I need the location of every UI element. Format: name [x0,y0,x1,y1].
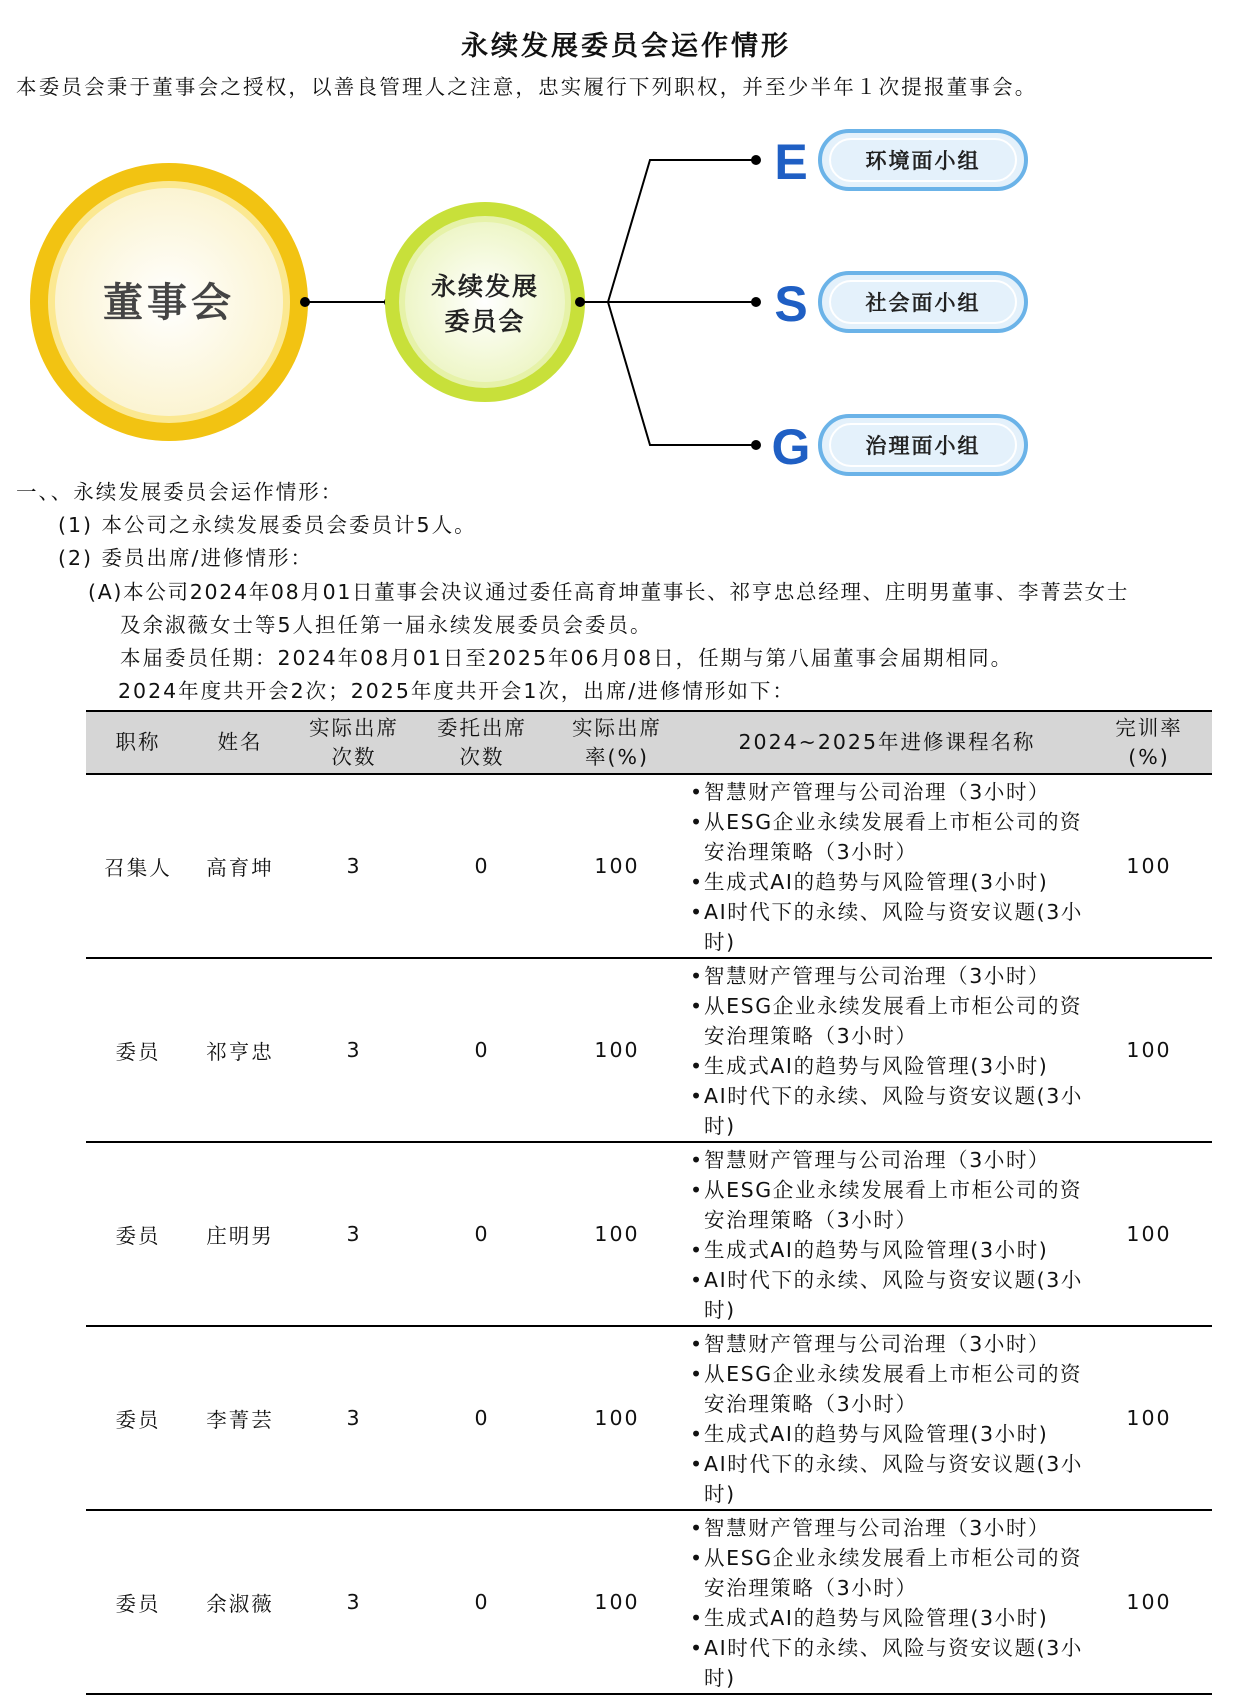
course-item: • 从ESG企业永续发展看上市柜公司的资安治理策略（3小时） [688,1175,1086,1235]
cell-actual: 3 [290,774,418,958]
course-item: • 生成式AI的趋势与风险管理(3小时) [688,1603,1086,1633]
group-label-environment: 环境面小组 [865,148,981,173]
committee-label-line1: 永续发展 [430,272,540,301]
branch-line-e [608,160,756,302]
course-item: • 从ESG企业永续发展看上市柜公司的资安治理策略（3小时） [688,1359,1086,1419]
course-item: • AI时代下的永续、风险与资安议题(3小时) [688,897,1086,957]
cell-actual: 3 [290,1142,418,1326]
cell-proxy: 0 [418,774,546,958]
page-title: 永续发展委员会运作情形 [461,31,791,62]
cell-actual: 3 [290,958,418,1142]
cell-rate: 100 [546,1326,688,1510]
cell-rate: 100 [546,1510,688,1694]
course-item: • 智慧财产管理与公司治理（3小时） [688,1145,1086,1175]
table-row [86,1142,1212,1326]
connector-dot [300,297,310,307]
section-item-1: (1) 本公司之永续发展委员会委员计5人。 [58,513,477,537]
cell-actual: 3 [290,1326,418,1510]
col-header-rate: 实际出席 率(%) [546,711,688,774]
cell-title: 委员 [86,958,190,1142]
table-header-row [86,711,1212,774]
group-label-social: 社会面小组 [865,290,981,315]
cell-completion: 100 [1086,774,1212,958]
cell-courses [688,774,1086,958]
table-row [86,774,1212,958]
course-item: • AI时代下的永续、风险与资安议题(3小时) [688,1449,1086,1509]
table-row [86,1510,1212,1694]
group-environment [774,131,1026,190]
course-item: • 智慧财产管理与公司治理（3小时） [688,1513,1086,1543]
connector-dot [751,297,761,307]
course-item: • AI时代下的永续、风险与资安议题(3小时) [688,1081,1086,1141]
col-header-courses: 2024~2025年进修课程名称 [688,711,1086,774]
cell-proxy: 0 [418,958,546,1142]
letter-s: S [774,276,808,332]
committee-node [385,202,585,402]
cell-name: 祁亨忠 [190,958,290,1142]
cell-courses [688,1142,1086,1326]
cell-title: 召集人 [86,774,190,958]
letter-g: G [771,419,811,475]
cell-proxy: 0 [418,1510,546,1694]
cell-rate: 100 [546,1142,688,1326]
cell-title: 委员 [86,1326,190,1510]
cell-completion: 100 [1086,1326,1212,1510]
connector-dot [751,440,761,450]
course-item: • 智慧财产管理与公司治理（3小时） [688,1329,1086,1359]
section-item-2: (2) 委员出席/进修情形： [58,546,313,570]
attendance-table [86,710,1212,1695]
cell-name: 李菁芸 [190,1326,290,1510]
section-heading: 一、、永续发展委员会运作情形： [16,480,344,504]
cell-completion: 100 [1086,1510,1212,1694]
course-item: • 智慧财产管理与公司治理（3小时） [688,961,1086,991]
course-item: • 生成式AI的趋势与风险管理(3小时) [688,1051,1086,1081]
board-label: 董事会 [103,279,235,326]
course-item: • 智慧财产管理与公司治理（3小时） [688,777,1086,807]
letter-e: E [774,134,808,190]
cell-courses [688,958,1086,1142]
col-header-proxy: 委托出席 次数 [418,711,546,774]
col-header-name: 姓名 [190,711,290,774]
course-item: • 从ESG企业永续发展看上市柜公司的资安治理策略（3小时） [688,1543,1086,1603]
cell-proxy: 0 [418,1142,546,1326]
item-a-line-4: 2024年度共开会2次；2025年度共开会1次，出席/进修情形如下： [118,679,795,703]
board-node [30,163,308,441]
course-item: • AI时代下的永续、风险与资安议题(3小时) [688,1633,1086,1693]
cell-name: 余淑薇 [190,1510,290,1694]
cell-courses [688,1326,1086,1510]
cell-name: 庄明男 [190,1142,290,1326]
course-item: • 生成式AI的趋势与风险管理(3小时) [688,867,1086,897]
item-a-line-3: 本届委员任期：2024年08月01日至2025年06月08日，任期与第八届董事会届期相同。 [120,646,1014,670]
cell-title: 委员 [86,1510,190,1694]
item-a-line-1: (A)本公司2024年08月01日董事会决议通过委任高育坤董事长、祁亨忠总经理、庄明男董事、李菁芸女士 [88,580,1130,604]
table-row [86,958,1212,1142]
cell-proxy: 0 [418,1326,546,1510]
cell-completion: 100 [1086,1142,1212,1326]
branch-line-g [608,302,756,445]
col-header-actual: 实际出席 次数 [290,711,418,774]
course-item: • 从ESG企业永续发展看上市柜公司的资安治理策略（3小时） [688,807,1086,867]
cell-rate: 100 [546,958,688,1142]
cell-actual: 3 [290,1510,418,1694]
cell-rate: 100 [546,774,688,958]
course-item: • 生成式AI的趋势与风险管理(3小时) [688,1419,1086,1449]
cell-title: 委员 [86,1142,190,1326]
table-row [86,1326,1212,1510]
cell-name: 高育坤 [190,774,290,958]
col-header-title: 职称 [86,711,190,774]
course-item: • 生成式AI的趋势与风险管理(3小时) [688,1235,1086,1265]
org-diagram [0,115,1252,495]
course-item: • AI时代下的永续、风险与资安议题(3小时) [688,1265,1086,1325]
group-governance [772,416,1026,475]
col-header-completion: 完训率 (%) [1086,711,1212,774]
course-item: • 从ESG企业永续发展看上市柜公司的资安治理策略（3小时） [688,991,1086,1051]
intro-paragraph: 本委员会秉于董事会之授权，以善良管理人之注意，忠实履行下列职权，并至少半年１次提报董事会。 [16,75,1038,99]
connector-dot [751,155,761,165]
cell-completion: 100 [1086,958,1212,1142]
group-social [774,273,1026,332]
cell-courses [688,1510,1086,1694]
committee-label-line2: 委员会 [444,307,526,336]
item-a-line-2: 及余淑薇女士等5人担任第一届永续发展委员会委员。 [120,613,653,637]
group-label-governance: 治理面小组 [865,433,981,458]
